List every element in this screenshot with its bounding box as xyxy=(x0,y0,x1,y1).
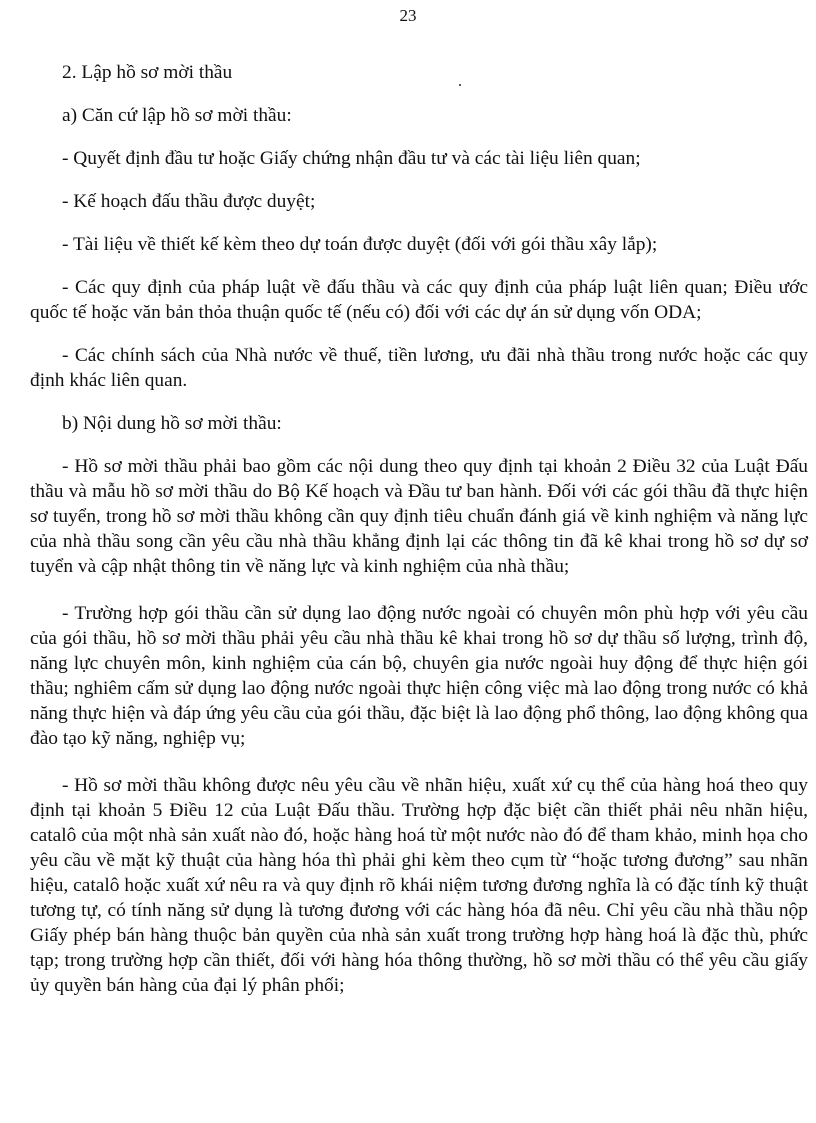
document-body xyxy=(30,60,808,998)
list-item: - Các quy định của pháp luật về đấu thầu và các quy định của pháp luật liên quan; Điều ước quốc tế hoặc văn bản thỏa thuận quốc tế (nếu có) đối với các dự án sử dụng vốn ODA; xyxy=(30,277,808,323)
body-paragraph: - Trường hợp gói thầu cần sử dụng lao động nước ngoài có chuyên môn phù hợp với yêu cầu của gói thầu, hồ sơ mời thầu phải yêu cầu nhà thầu kê khai trong hồ sơ dự thầu số lượng, trình độ, năng lực chuyên môn, kinh nghiệm của cán bộ, chuyên gia nước ngoài huy động để thực hiện gói thầu; nghiêm cấm sử dụng lao động nước ngoài thực hiện công việc mà lao động trong nước có khả năng thực hiện và đáp ứng yêu cầu của gói thầu, đặc biệt là lao động phổ thông, lao động không qua đào tạo kỹ năng, nghiệp vụ; xyxy=(30,603,808,749)
body-paragraph: - Hồ sơ mời thầu phải bao gồm các nội dung theo quy định tại khoản 2 Điều 32 của Luật Đấu thầu và mẫu hồ sơ mời thầu do Bộ Kế hoạch và Đầu tư ban hành. Đối với các gói thầu đã thực hiện sơ tuyển, trong hồ sơ mời thầu không cần quy định tiêu chuẩn đánh giá về kinh nghiệm và năng lực của nhà thầu song cần yêu cầu nhà thầu khẳng định lại các thông tin đã kê khai trong hồ sơ dự sơ tuyển và cập nhật thông tin về năng lực và kinh nghiệm của nhà thầu; xyxy=(30,456,808,577)
body-paragraph: - Hồ sơ mời thầu không được nêu yêu cầu về nhãn hiệu, xuất xứ cụ thể của hàng hoá theo quy định tại khoản 5 Điều 12 của Luật Đấu thầu. Trường hợp đặc biệt cần thiết phải nêu nhãn hiệu, catalô của một nhà sản xuất nào đó, hoặc hàng hoá từ một nước nào đó để tham khảo, minh họa cho yêu cầu về mặt kỹ thuật của hàng hóa thì phải ghi kèm theo cụm từ “hoặc tương đương” sau nhãn hiệu, catalô hoặc xuất xứ nêu ra và quy định rõ khái niệm tương đương nghĩa là có đặc tính kỹ thuật tương tự, có tính năng sử dụng là tương đương với các hàng hóa đã nêu. Chỉ yêu cầu nhà thầu nộp Giấy phép bán hàng thuộc bản quyền của nhà sản xuất trong trường hợp hàng hoá là đặc thù, phức tạp; trong trường hợp cần thiết, đối với hàng hóa thông thường, hồ sơ mời thầu có thể yêu cầu giấy ủy quyền bán hàng của đại lý phân phối; xyxy=(30,775,808,996)
list-item: - Các chính sách của Nhà nước về thuế, tiền lương, ưu đãi nhà thầu trong nước hoặc các quy định khác liên quan. xyxy=(30,345,808,391)
list-item: - Quyết định đầu tư hoặc Giấy chứng nhận đầu tư và các tài liệu liên quan; xyxy=(62,148,641,169)
page-number: 23 xyxy=(399,6,417,25)
subsection-heading-a: a) Căn cứ lập hồ sơ mời thầu: xyxy=(62,105,292,126)
section-heading: 2. Lập hồ sơ mời thầu xyxy=(62,62,233,83)
list-item: - Tài liệu về thiết kế kèm theo dự toán được duyệt (đối với gói thầu xây lắp); xyxy=(62,234,658,255)
subsection-heading-b: b) Nội dung hồ sơ mời thầu: xyxy=(62,413,282,434)
list-item: - Kế hoạch đấu thầu được duyệt; xyxy=(62,191,316,212)
